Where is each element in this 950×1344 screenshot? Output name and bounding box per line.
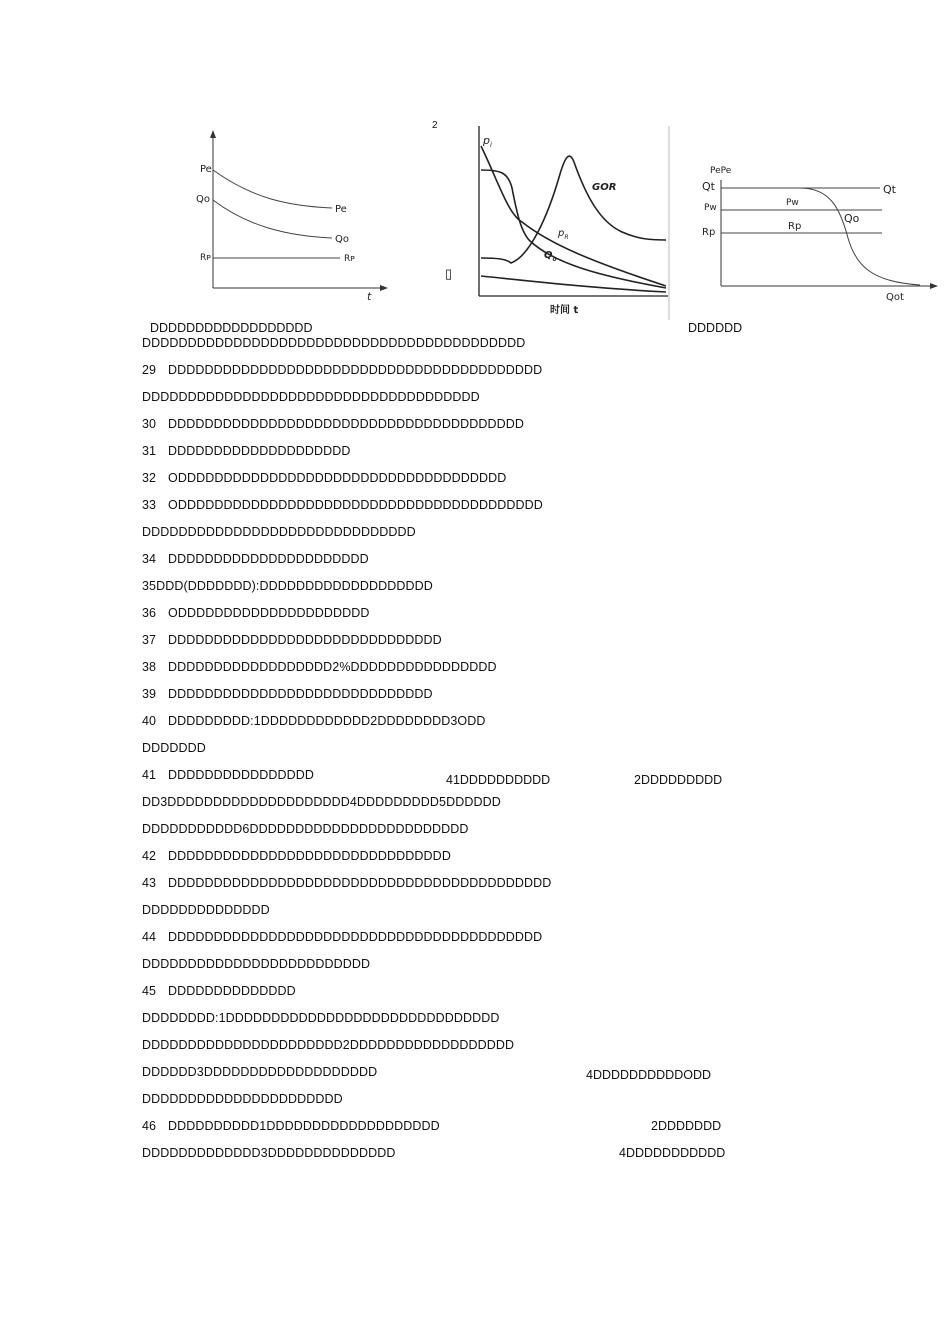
label-qo: $Q_o$ [544, 250, 557, 263]
label-pr: $p_R$ [558, 228, 569, 241]
text-line: DDDDDDDDDDDDDDDDDDDDDDDDD [142, 957, 371, 971]
text-line: 36 ODDDDDDDDDDDDDDDDDDDDD [142, 606, 370, 620]
label-gor: GOR [592, 182, 617, 193]
text-line: DDDDDDDDDDDDD3DDDDDDDDDDDDDD [142, 1146, 396, 1160]
end-label-qo: Qo [335, 234, 349, 245]
text-line: DDDDDDD [142, 741, 206, 755]
axis-x-label: Qot [886, 292, 904, 303]
figure-pe-qo-rp-vs-t [192, 126, 392, 306]
text-line: 45 DDDDDDDDDDDDDD [142, 984, 296, 998]
label-qo: Qo [196, 194, 210, 205]
fragment-46-a: 2DDDDDDD [651, 1119, 722, 1133]
text-line: 41 DDDDDDDDDDDDDDDD [142, 768, 315, 782]
end-label-rp: Rᴘ [344, 254, 355, 264]
stray-mark: 2 [432, 120, 438, 131]
figure-pressure-gor-vs-time [470, 126, 670, 320]
figure-qt-pw-rp-vs-qot [700, 158, 950, 303]
fragment-41-b: 2DDDDDDDDD [634, 773, 723, 787]
text-line: DDDDDDDDDDDDDDDDDDDDDD2DDDDDDDDDDDDDDDDDD [142, 1038, 515, 1052]
text-line: 30 DDDDDDDDDDDDDDDDDDDDDDDDDDDDDDDDDDDDDDD [142, 417, 524, 431]
text-line: 42 DDDDDDDDDDDDDDDDDDDDDDDDDDDDDDD [142, 849, 451, 863]
text-line: 39 DDDDDDDDDDDDDDDDDDDDDDDDDDDDD [142, 687, 433, 701]
text-line: DDDDDDDDDDDDDDDDDDDDDD [142, 1092, 343, 1106]
text-line: 31 DDDDDDDDDDDDDDDDDDDD [142, 444, 351, 458]
label-qt: Qt [702, 180, 715, 193]
text-line: 38 DDDDDDDDDDDDDDDDDD2%DDDDDDDDDDDDDDDD [142, 660, 497, 674]
axis-y-label: $p_i$ [483, 134, 492, 149]
end-label-qt: Qt [883, 183, 896, 196]
label-rp: Rp [702, 227, 716, 238]
text-line: 32 ODDDDDDDDDDDDDDDDDDDDDDDDDDDDDDDDDDDD [142, 471, 507, 485]
text-line: 44 DDDDDDDDDDDDDDDDDDDDDDDDDDDDDDDDDDDDDDDDD [142, 930, 543, 944]
text-line: DDDDDDDDDDDDDDDDDDDDDDDDDDDDDDDDDDDDDDDDDD [142, 336, 526, 350]
text-line: 35DDD(DDDDDDD):DDDDDDDDDDDDDDDDDDD [142, 579, 433, 593]
axis-x-label: 时间 t [550, 305, 579, 316]
cut-text-top-right: DDDDDD [688, 321, 743, 335]
text-line: 46 DDDDDDDDDD1DDDDDDDDDDDDDDDDDDD [142, 1119, 440, 1133]
text-line: 43 DDDDDDDDDDDDDDDDDDDDDDDDDDDDDDDDDDDDDDDDDD [142, 876, 552, 890]
text-line: 33 ODDDDDDDDDDDDDDDDDDDDDDDDDDDDDDDDDDDDDDDD [142, 498, 543, 512]
label-qo: Qo [844, 212, 860, 225]
text-line: 34 DDDDDDDDDDDDDDDDDDDDDD [142, 552, 369, 566]
cut-text-top-left: DDDDDDDDDDDDDDDDDD [150, 321, 313, 335]
end-label-rp: Rp [788, 221, 802, 232]
text-line: DDDDDDDD:1DDDDDDDDDDDDDDDDDDDDDDDDDDDDDD [142, 1011, 500, 1025]
text-line: DDDDDDDDDDDDDDDDDDDDDDDDDDDDDDDDDDDDD [142, 390, 480, 404]
label-pe: Pe [200, 164, 212, 175]
text-line: DDDDDDDDDDDDDDDDDDDDDDDDDDDDDD [142, 525, 416, 539]
text-line: 40 DDDDDDDDD:1DDDDDDDDDDDD2DDDDDDDD3ODD [142, 714, 486, 728]
label-rp: Rᴘ [200, 253, 211, 263]
fragment-41-a: 41DDDDDDDDDD [446, 773, 551, 787]
text-line: DD3DDDDDDDDDDDDDDDDDDDD4DDDDDDDDD5DDDDDD [142, 795, 501, 809]
end-label-pe: Pe [335, 204, 347, 215]
axis-label-t: t [367, 290, 372, 303]
box-glyph: ▯ [445, 266, 453, 281]
text-line: DDDDDD3DDDDDDDDDDDDDDDDDDD [142, 1065, 378, 1079]
label-pw: Pw [704, 203, 717, 213]
text-line: 29 DDDDDDDDDDDDDDDDDDDDDDDDDDDDDDDDDDDDDDDDD [142, 363, 543, 377]
text-line: DDDDDDDDDDD6DDDDDDDDDDDDDDDDDDDDDDDD [142, 822, 469, 836]
fragment-45: 4DDDDDDDDDDODD [586, 1068, 711, 1082]
fragment-46-b: 4DDDDDDDDDDD [619, 1146, 726, 1160]
end-label-pw: Pw [786, 198, 799, 208]
text-line: 37 DDDDDDDDDDDDDDDDDDDDDDDDDDDDDD [142, 633, 442, 647]
text-line: DDDDDDDDDDDDDD [142, 903, 270, 917]
top-text: PePe [710, 166, 732, 176]
